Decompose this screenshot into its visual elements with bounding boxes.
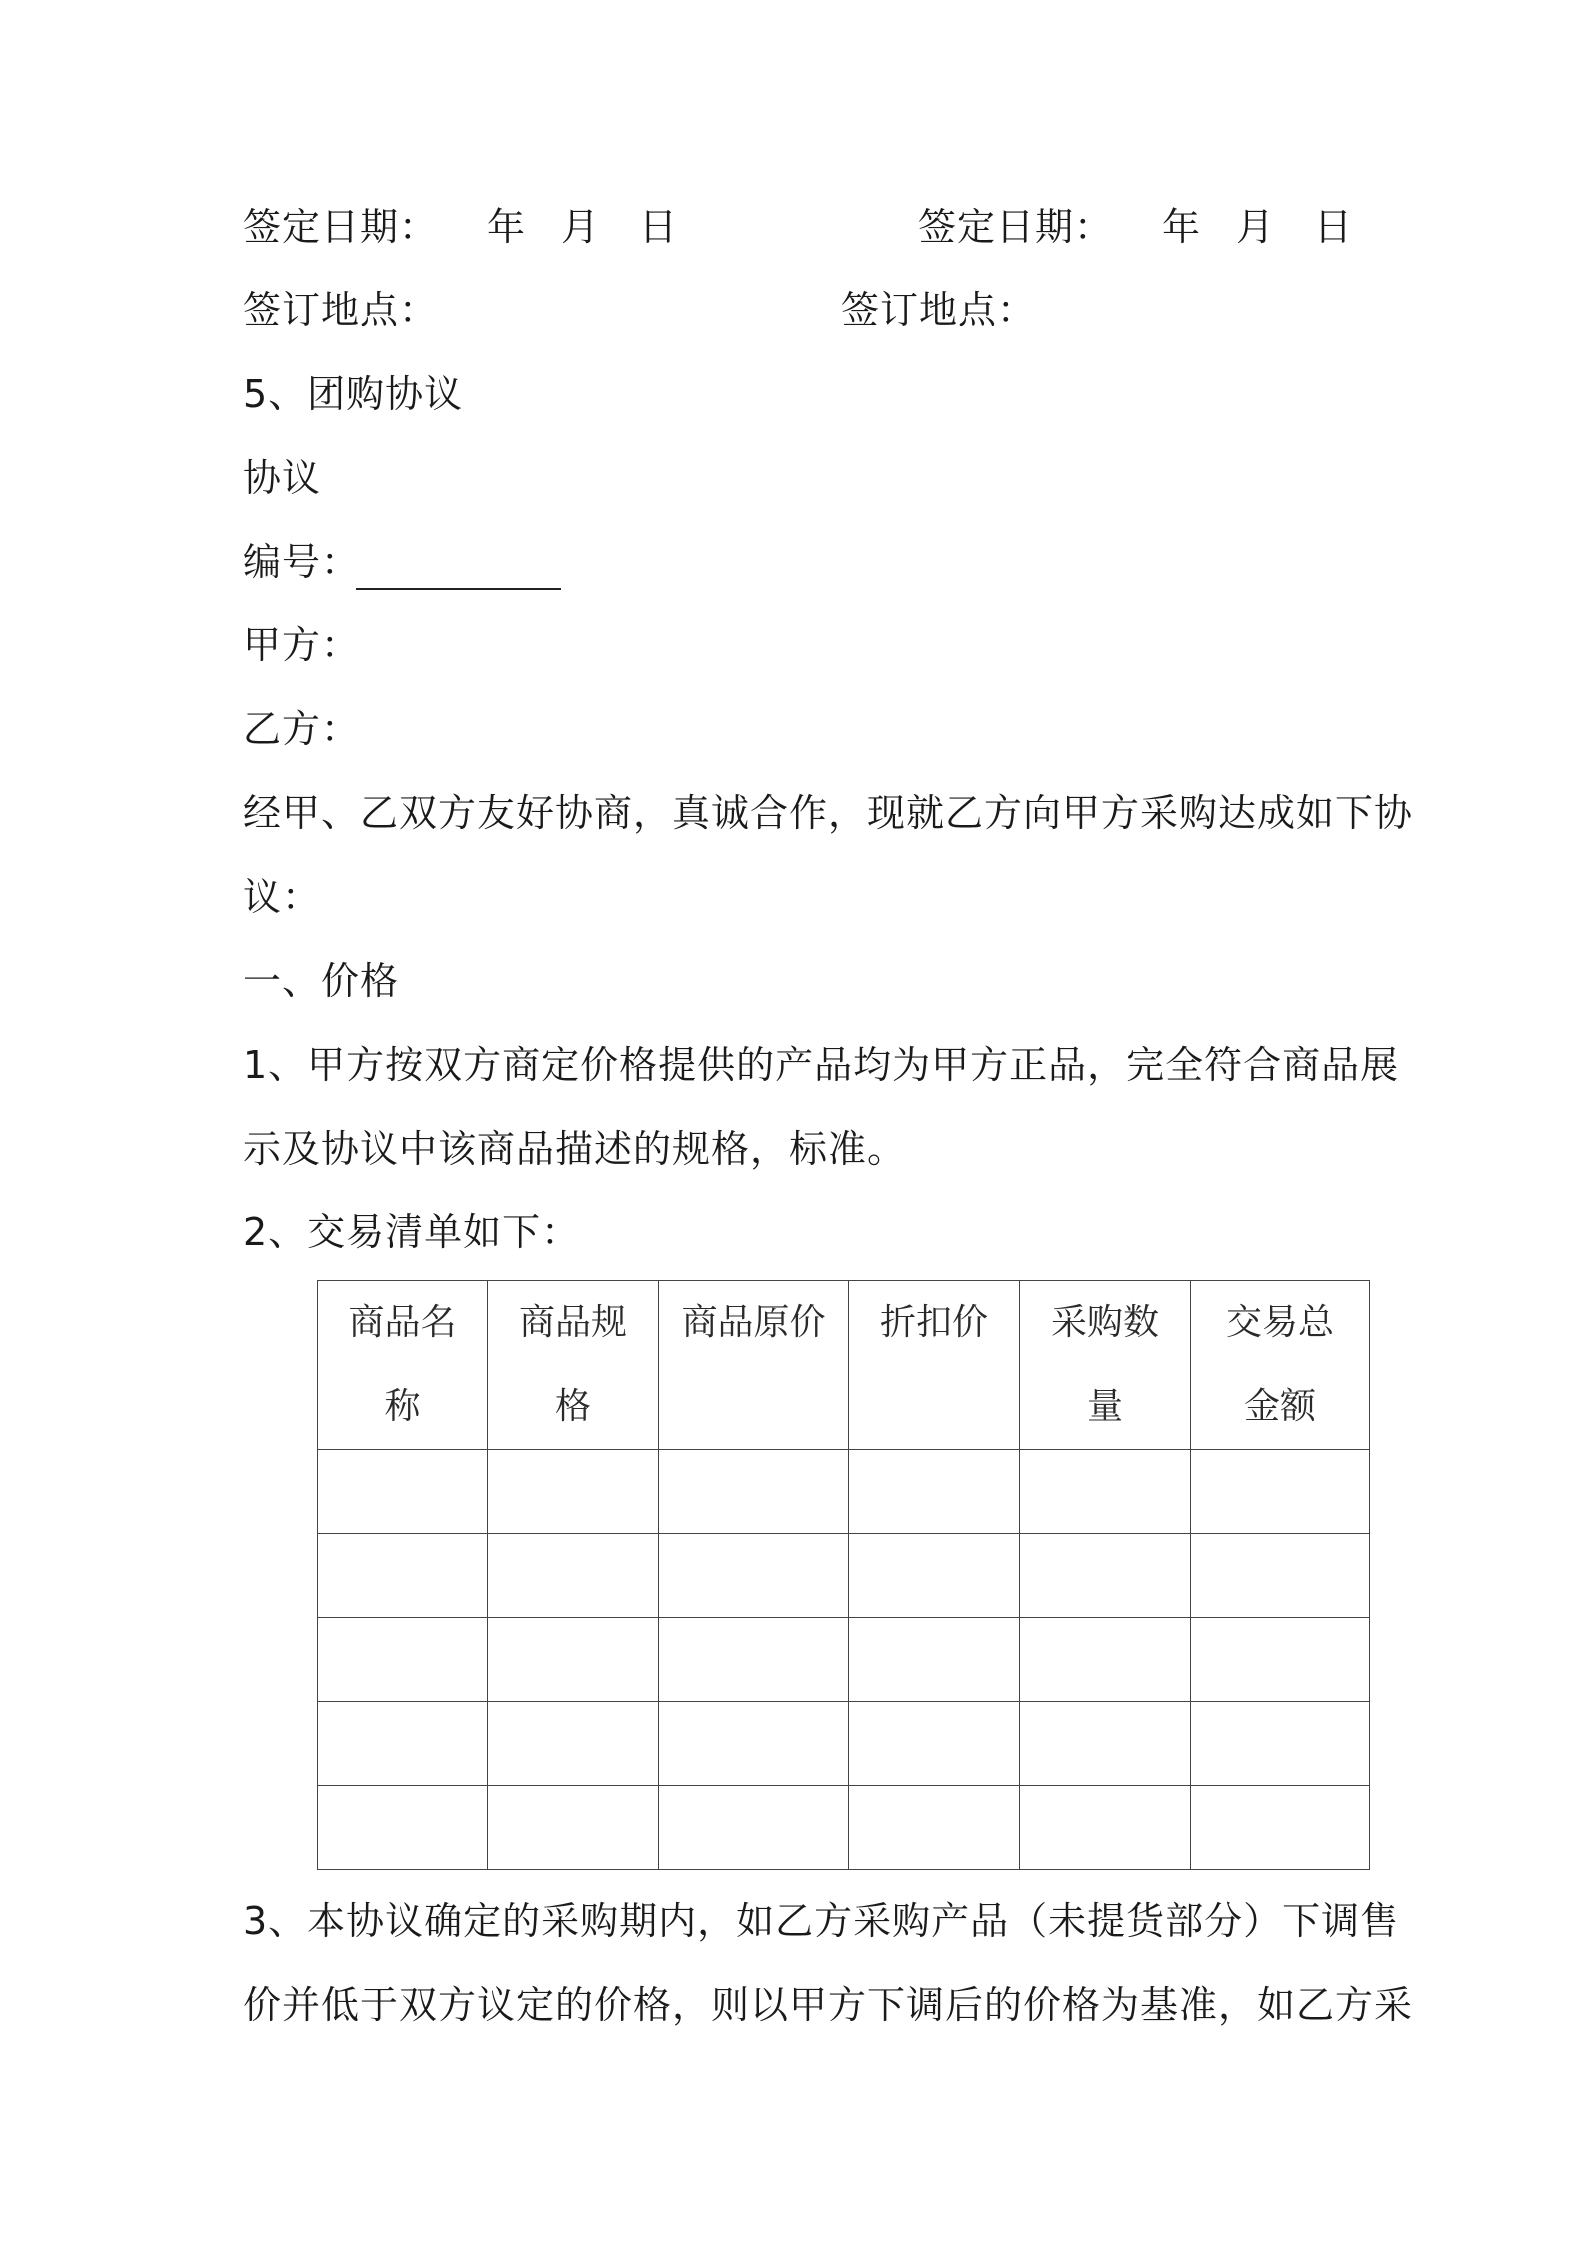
table-row [318,1450,1370,1534]
table-cell [849,1618,1020,1702]
table-header-row [318,1281,1370,1450]
heading-price: 一、价格 [243,959,400,1003]
right-year-label: 年 [1162,205,1201,249]
table-cell [488,1450,659,1534]
table-cell [1191,1702,1370,1786]
table-cell [318,1618,488,1702]
table-cell [1020,1534,1191,1618]
table-row [318,1618,1370,1702]
left-month-label: 月 [561,205,600,249]
number-blank-line [356,588,561,590]
table-header-cell: 商品原价 [659,1281,849,1450]
table-row [318,1702,1370,1786]
clause-1-line-1: 1、甲方按双方商定价格提供的产品均为甲方正品，完全符合商品展 [243,1043,1400,1087]
table-cell [318,1450,488,1534]
table-header-cell: 交易总金额 [1191,1281,1370,1450]
table-cell [488,1702,659,1786]
left-day-label: 日 [639,205,678,249]
section-title: 5、团购协议 [243,372,464,416]
table-cell [849,1786,1020,1870]
left-year-label: 年 [487,205,526,249]
right-sign-date-parts [1162,202,1352,252]
table-header-cell: 商品规格 [488,1281,659,1450]
doc-title: 协议 [243,456,322,500]
table-cell [488,1618,659,1702]
table-cell [849,1534,1020,1618]
table-cell [1020,1702,1191,1786]
right-month-label: 月 [1236,205,1275,249]
table-cell [318,1702,488,1786]
table-cell [659,1786,849,1870]
clause-3-line-1: 3、本协议确定的采购期内，如乙方采购产品（未提货部分）下调售 [243,1899,1400,1943]
right-day-label: 日 [1314,205,1353,249]
table-cell [659,1534,849,1618]
left-sign-date-label: 签定日期： [243,205,439,249]
table-cell [659,1702,849,1786]
left-sign-place-label: 签订地点： [243,288,439,332]
table-cell [1191,1786,1370,1870]
table-cell [1191,1534,1370,1618]
intro-line-2: 议： [243,875,322,919]
table-cell [488,1534,659,1618]
table-cell [488,1786,659,1870]
party-a-label: 甲方： [243,623,361,667]
table-header-cell: 采购数量 [1020,1281,1191,1450]
clause-2: 2、交易清单如下： [243,1210,581,1254]
table-cell [1020,1450,1191,1534]
left-sign-date-parts [487,202,677,252]
table-cell [1191,1450,1370,1534]
table-cell [318,1786,488,1870]
right-sign-place-label: 签订地点： [841,288,1037,332]
table-cell [318,1534,488,1618]
table-header-cell: 商品名称 [318,1281,488,1450]
table-cell [849,1450,1020,1534]
trade-list-table [317,1280,1370,1870]
table-row [318,1534,1370,1618]
table-cell [1020,1618,1191,1702]
intro-line-1: 经甲、乙双方友好协商，真诚合作，现就乙方向甲方采购达成如下协 [243,791,1414,835]
table-cell [1191,1618,1370,1702]
party-b-label: 乙方： [243,707,361,751]
table-cell [849,1702,1020,1786]
number-label: 编号： [243,540,361,584]
right-sign-date-label: 签定日期： [918,205,1114,249]
table-cell [1020,1786,1191,1870]
clause-1-line-2: 示及协议中该商品描述的规格，标准。 [243,1127,907,1171]
table-cell [659,1618,849,1702]
table-cell [659,1450,849,1534]
table-header-cell: 折扣价 [849,1281,1020,1450]
clause-3-line-2: 价并低于双方议定的价格，则以甲方下调后的价格为基准，如乙方采 [243,1983,1414,2027]
table-row [318,1786,1370,1870]
